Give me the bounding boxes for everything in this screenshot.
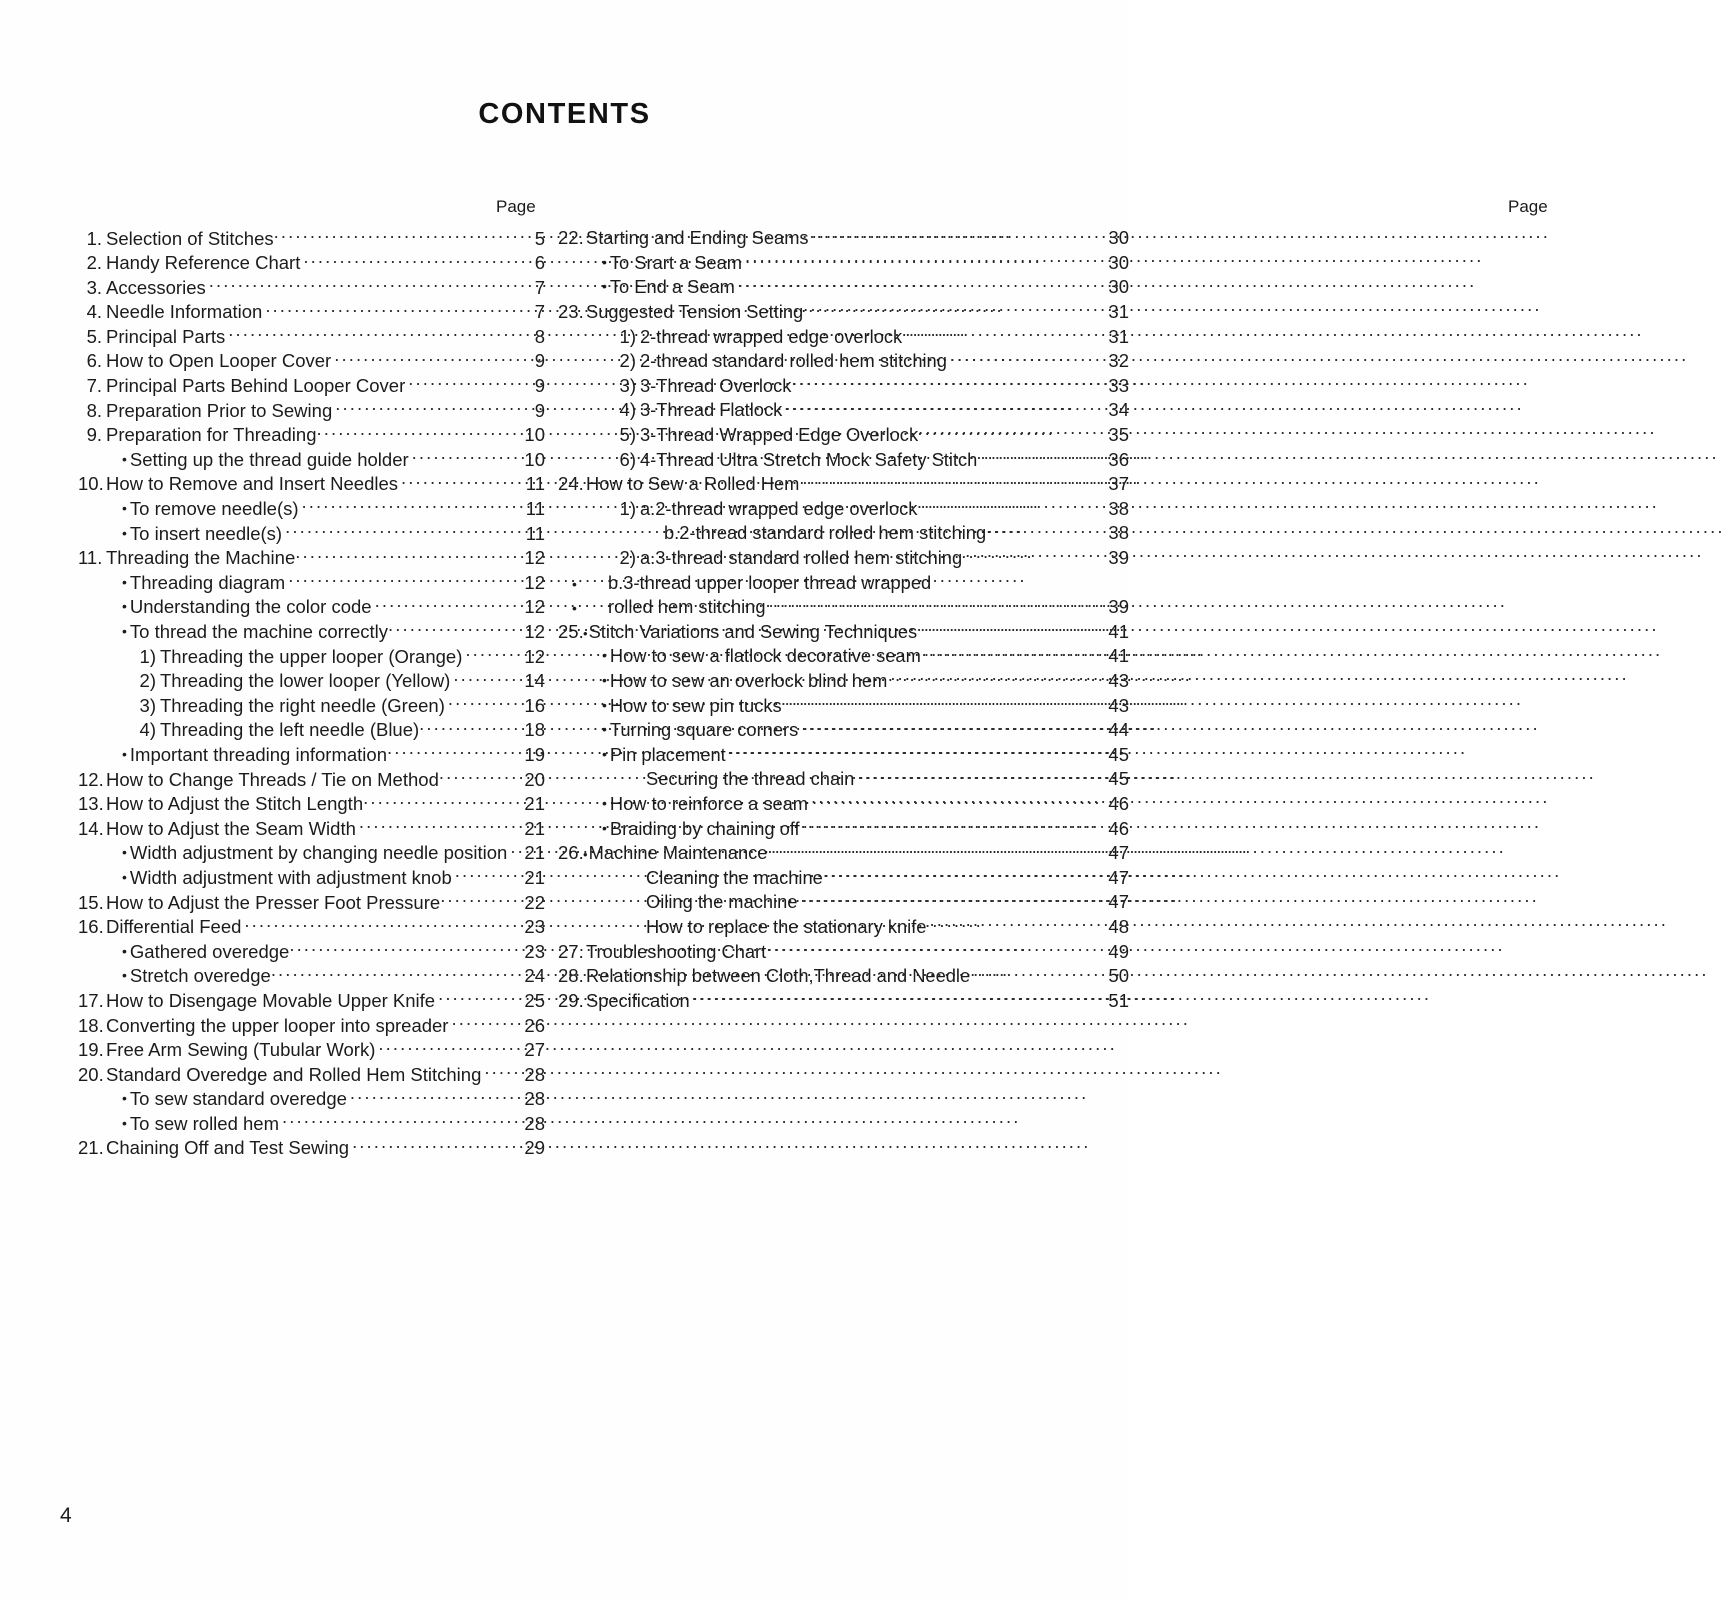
toc-entry-page: 44 (1108, 719, 1129, 741)
dot-leader (265, 300, 516, 319)
dot-leader (455, 865, 516, 884)
bullet-icon: • (122, 623, 127, 639)
toc-entry-page: 48 (1108, 915, 1129, 937)
dot-leader (510, 841, 516, 860)
toc-entry-page: 41 (1108, 620, 1129, 642)
toc-entry-label: Stitch Variations and Sewing Techniques (588, 620, 918, 642)
dot-leader (295, 546, 516, 565)
toc-entry-label: Important threading information (129, 743, 387, 765)
toc-entry-number: 19. (78, 1039, 104, 1061)
toc-column-left (0, 196, 545, 1161)
toc-entry-label: Selection of Stitches (106, 227, 274, 249)
dot-leader (303, 251, 516, 270)
toc-entry-page: 24 (524, 965, 545, 987)
toc-entry-page: 12 (524, 547, 545, 569)
dot-leader (802, 472, 1100, 490)
dot-leader (785, 693, 1100, 711)
toc-entry-label: How to reinforce a seam (609, 792, 809, 814)
dot-leader (918, 423, 1100, 441)
bullet-icon: • (602, 647, 607, 664)
toc-entry-page: 47 (1108, 891, 1129, 913)
toc-entry-page: 11 (525, 473, 545, 495)
toc-entry-label: Threading the lower looper (Yellow) (160, 670, 451, 692)
toc-entry-label: Understanding the color code (129, 596, 372, 618)
dot-leader (920, 620, 1100, 638)
dot-leader (801, 718, 1100, 736)
toc-entry-label: 2-thread standard rolled hem stitching (640, 350, 947, 372)
toc-entry-page: 30 (1108, 251, 1129, 273)
toc-entry-page: 11 (525, 498, 545, 520)
dot-leader (812, 226, 1100, 244)
toc-entry-label: 2-thread wrapped edge overlock (640, 325, 903, 347)
toc-entry-page: 12 (524, 571, 545, 593)
toc-entry-page: 7 (534, 301, 545, 323)
toc-entry-number: 2) (619, 547, 636, 569)
dot-leader (484, 1062, 516, 1081)
toc-entry-page: 10 (524, 424, 545, 446)
toc-entry-page: 41 (1108, 645, 1129, 667)
dot-leader (282, 1111, 516, 1130)
toc-entry-page: 38 (1108, 497, 1129, 519)
toc-entry-label: To End a Seam (609, 276, 735, 298)
toc-entry-page: 14 (524, 670, 545, 692)
toc-entry-label: Threading diagram (129, 571, 286, 593)
dot-leader (448, 693, 516, 712)
toc-entry-page: 26 (524, 1014, 545, 1036)
toc-entry-number: 1) (619, 325, 636, 347)
dot-leader (378, 1038, 516, 1057)
toc-entry-label: Troubleshooting Chart (586, 940, 767, 962)
toc-entry-number: 18. (78, 1014, 104, 1036)
toc-entry-page: 46 (1108, 817, 1129, 839)
dot-leader (934, 570, 1100, 588)
toc-entry-label: How to sew an overlock blind hem (609, 669, 888, 691)
toc-entry-page: 28 (524, 1088, 545, 1110)
toc-entry-number: 2) (619, 350, 636, 372)
dot-leader (791, 374, 1100, 392)
bullet-icon: • (122, 745, 127, 762)
toc-entry-label: Threading the Machine (106, 547, 296, 569)
bullet-icon: • (122, 524, 127, 541)
toc-entry-number: 2. (86, 252, 102, 274)
dot-leader (729, 742, 1100, 760)
toc-entry-number: 3) (139, 694, 156, 716)
bullet-icon: • (122, 1090, 127, 1107)
toc-entry-page: 11 (525, 522, 545, 544)
toc-entry-label: How to replace the stationary knife (646, 915, 927, 937)
toc-entry-label: Differential Feed (106, 916, 242, 938)
toc-entry[interactable] (78, 1136, 545, 1161)
toc-entry-number: 4) (619, 399, 636, 421)
toc-entry-label: Threading the right needle (Green) (160, 694, 445, 716)
toc-entry-page: 39 (1108, 547, 1129, 569)
dot-leader (929, 915, 1100, 933)
toc-entry-page: 25 (524, 989, 545, 1011)
toc-entry-label: Principal Parts (106, 325, 226, 347)
dot-leader (800, 890, 1100, 908)
toc-entry-page: 31 (1108, 325, 1129, 347)
dot-leader (359, 816, 516, 835)
toc-entry-page: 22 (524, 891, 545, 913)
dot-leader (412, 447, 516, 466)
toc-entry-page: 37 (1108, 473, 1129, 495)
toc-entry-page: 50 (1108, 965, 1129, 987)
toc-entry[interactable] (78, 816, 545, 841)
toc-entry-page: 29 (524, 1137, 545, 1159)
toc-entry-page: 23 (524, 916, 545, 938)
toc-entry[interactable] (612, 546, 1129, 571)
bullet-icon: • (122, 942, 127, 959)
dot-leader (767, 841, 1100, 859)
bullet-icon: • (122, 500, 127, 517)
toc-entry-page: 35 (1108, 424, 1129, 446)
toc-entry-label: Width adjustment by changing needle position (129, 842, 508, 864)
page-header-left: Page (496, 197, 536, 216)
dot-leader (766, 939, 1100, 957)
dot-leader (950, 349, 1100, 367)
dot-leader (920, 497, 1100, 515)
toc-entry-number: 28. (558, 965, 584, 987)
dot-leader (408, 374, 516, 393)
page-title: CONTENTS (478, 98, 651, 130)
toc-entry-page: 9 (534, 399, 545, 421)
bullet-icon: • (122, 573, 127, 590)
toc-entry-page: 46 (1108, 792, 1129, 814)
toc-entry-number: 5) (619, 424, 636, 446)
dot-leader (274, 226, 516, 245)
dot-leader (289, 939, 516, 958)
bullet-icon: • (583, 847, 588, 863)
toc-entry-number: 13. (78, 793, 104, 815)
toc-entry-label: Machine Maintenance (588, 842, 768, 864)
toc-entry-number: 29. (558, 989, 584, 1011)
dot-leader (451, 1013, 516, 1032)
toc-entry-page: 45 (1108, 743, 1129, 765)
toc-entry-label: Free Arm Sewing (Tubular Work) (106, 1039, 376, 1061)
toc-entry-label: Preparation Prior to Sewing (106, 399, 333, 421)
toc-entry-page: 28 (524, 1063, 545, 1085)
folio-page-number: 4 (60, 1504, 72, 1527)
toc-entry-page: 31 (1108, 301, 1129, 323)
toc-entry-page: 39 (1108, 596, 1129, 618)
toc-entry-number: 26. (558, 842, 584, 864)
toc-entry-number: 25. (558, 620, 584, 642)
toc-entry-page: 8 (534, 325, 545, 347)
toc-entry-label: Stretch overedge (129, 965, 271, 987)
dot-leader (924, 644, 1100, 662)
toc-entry-page: 6 (534, 252, 545, 274)
toc-entry-label: How to sew a flatlock decorative seam (609, 645, 921, 667)
toc-entry-label: Principal Parts Behind Looper Cover (106, 375, 406, 397)
dot-leader (363, 792, 516, 811)
dot-leader (811, 792, 1100, 810)
dot-leader (823, 865, 1100, 883)
toc-entry-label: b.3-thread upper looper thread wrapped (608, 571, 932, 593)
toc-entry-page: 27 (524, 1039, 545, 1061)
toc-entry-label: Converting the upper looper into spreader (106, 1014, 449, 1036)
dot-leader (350, 1087, 516, 1106)
toc-entry-number: 3. (86, 276, 102, 298)
toc-entry-label: How to sew pin tucks (609, 694, 782, 716)
toc-entry-label: How to Adjust the Stitch Length (106, 793, 364, 815)
dot-leader (803, 300, 1100, 318)
dot-leader (440, 890, 516, 909)
toc-entry-page: 12 (524, 596, 545, 618)
dot-leader (271, 964, 516, 983)
toc-entry-page: 9 (534, 350, 545, 372)
bullet-icon: • (602, 696, 607, 713)
toc-entry-number: 9. (86, 424, 102, 446)
toc-entry-number: 21. (78, 1137, 104, 1159)
dot-leader (980, 447, 1100, 465)
toc-entry-page: 5 (534, 227, 545, 249)
toc-entry-page: 47 (1108, 866, 1129, 888)
toc-entry-label: a.3-thread standard rolled hem stitching (640, 547, 963, 569)
dot-leader (388, 620, 516, 639)
toc-entry-label: Threading the left needle (Blue) (160, 719, 420, 741)
toc-entry-page: 21 (524, 793, 545, 815)
toc-entry-number: 5. (86, 325, 102, 347)
toc-entry-label: How to Adjust the Presser Foot Pressure (106, 891, 441, 913)
toc-entry-page: 23 (524, 940, 545, 962)
toc-entry-label: Width adjustment with adjustment knob (129, 866, 452, 888)
toc-entry-label: Accessories (106, 276, 206, 298)
toc-columns (0, 196, 1548, 1161)
toc-entry-number: 2) (139, 670, 156, 692)
dot-leader (335, 398, 516, 417)
toc-entry-label: To thread the machine correctly (129, 621, 389, 642)
toc-entry-page: 19 (524, 743, 545, 765)
bullet-icon: • (602, 278, 607, 295)
dot-leader (228, 324, 516, 343)
toc-entry-number: 11. (78, 547, 103, 569)
toc-entry-label: rolled hem stitching (608, 596, 766, 618)
toc-entry-page: 9 (534, 375, 545, 397)
toc-entry-page: 51 (1108, 989, 1129, 1011)
toc-entry-page: 30 (1108, 227, 1129, 249)
toc-entry-label: To sew rolled hem (129, 1112, 279, 1134)
bullet-icon: • (602, 819, 607, 836)
bullet-icon: • (122, 598, 127, 615)
dot-leader (857, 767, 1100, 785)
dot-leader (387, 742, 516, 761)
toc-entry-label: To remove needle(s) (129, 498, 299, 520)
toc-entry-label: Relationship between Cloth,Thread and Needle (586, 965, 971, 987)
toc-entry-page: 43 (1108, 669, 1129, 691)
toc-entry-page: 10 (524, 448, 545, 470)
toc-entry-page: 47 (1108, 842, 1129, 864)
toc-entry-page: 28 (524, 1112, 545, 1134)
toc-entry-label: How to Remove and Insert Needles (106, 473, 399, 495)
dot-leader (965, 546, 1100, 564)
bullet-icon: • (602, 253, 607, 270)
bullet-icon: • (583, 625, 588, 641)
bullet-icon: • (572, 575, 577, 592)
dot-leader (769, 595, 1101, 613)
toc-entry-label: 3-Thread Flatlock (640, 399, 783, 421)
dot-leader (453, 669, 516, 688)
toc-entry-page: 30 (1108, 276, 1129, 298)
toc-entry-page: 12 (524, 621, 545, 642)
toc-entry-page: 49 (1108, 940, 1129, 962)
toc-entry-page: 21 (524, 842, 545, 864)
toc-entry-label: 3-Thread Overlock (640, 374, 792, 396)
toc-entry-page: 33 (1108, 374, 1129, 396)
toc-entry-number: 24. (558, 473, 584, 495)
toc-entry-page: 18 (524, 719, 545, 741)
toc-entry-label: To sew standard overedge (129, 1088, 347, 1110)
toc-entry-page: 12 (524, 645, 545, 667)
dot-leader (986, 521, 1100, 539)
toc-entry-label: How to Open Looper Cover (106, 350, 332, 372)
toc-entry-label: Turning square corners (609, 719, 799, 741)
toc-list-left (78, 226, 545, 1161)
dot-leader (803, 816, 1100, 834)
toc-entry-number: 10. (78, 473, 104, 495)
dot-leader (244, 915, 516, 934)
toc-entry-label: How to Disengage Movable Upper Knife (106, 989, 436, 1011)
bullet-icon: • (602, 671, 607, 688)
toc-entry-number: 6) (619, 448, 636, 470)
toc-entry-label: Threading the upper looper (Orange) (160, 645, 463, 667)
toc-entry-label: Setting up the thread guide holder (129, 448, 409, 470)
dot-leader (352, 1136, 516, 1155)
toc-entry-number: 14. (78, 817, 104, 839)
dot-leader (302, 497, 516, 516)
toc-entry-label: 4-Thread Ultra Stretch Mock Safety Stitch (640, 448, 978, 470)
toc-column-right (545, 196, 1548, 1161)
dot-leader (375, 595, 516, 614)
toc-entry-label: Handy Reference Chart (106, 252, 301, 274)
toc-entry-label: How to Adjust the Seam Width (106, 817, 356, 839)
toc-entry-number: 7. (86, 375, 102, 397)
toc-entry-label: To insert needle(s) (129, 522, 283, 544)
toc-list-right (558, 226, 1129, 1013)
toc-entry-label: Specification (586, 989, 690, 1011)
bullet-icon: • (122, 967, 127, 984)
toc-entry-number: 12. (78, 768, 104, 790)
toc-entry-number: 1. (86, 227, 102, 249)
toc-entry-number: 3) (619, 374, 636, 396)
toc-entry-label: How to Change Threads / Tie on Method (106, 768, 439, 790)
toc-entry-number: 1) (139, 645, 156, 667)
toc-entry-page: 16 (524, 694, 545, 716)
bullet-icon: • (122, 450, 127, 467)
toc-entry-page: 43 (1108, 694, 1129, 716)
dot-leader (745, 251, 1100, 269)
toc-entry-page: 7 (534, 276, 545, 298)
toc-entry-number: 23. (558, 301, 584, 323)
bullet-icon: • (122, 1114, 127, 1131)
toc-entry-label: Starting and Ending Seams (586, 227, 809, 249)
dot-leader (316, 423, 516, 442)
dot-leader (905, 324, 1100, 342)
bullet-icon: • (602, 794, 607, 811)
bullet-icon: • (572, 600, 577, 617)
toc-entry-label: Securing the thread chain (646, 768, 855, 790)
toc-entry-label: Braiding by chaining off (609, 817, 800, 839)
bullet-icon: • (602, 745, 607, 762)
dot-leader (439, 767, 516, 786)
dot-leader (465, 644, 516, 663)
page-header-right: Page (1508, 197, 1548, 216)
bullet-icon: • (122, 844, 127, 861)
toc-entry-page: 38 (1108, 522, 1129, 544)
toc-entry-label: Pin placement (609, 743, 726, 765)
toc-entry[interactable] (78, 1038, 545, 1063)
toc-entry-label: Chaining Off and Test Sewing (106, 1137, 350, 1159)
toc-entry-label: a.2-thread wrapped edge overlock (640, 497, 918, 519)
toc-entry-number: 8. (86, 399, 102, 421)
toc-entry-label: Suggested Tension Setting (586, 301, 804, 323)
dot-leader (438, 988, 516, 1007)
toc-entry-number: 1) (619, 497, 636, 519)
toc-entry-page: 21 (524, 817, 545, 839)
toc-entry-number: 20. (78, 1063, 104, 1085)
dot-leader (738, 275, 1100, 293)
dot-leader (334, 349, 516, 368)
toc-entry-page: 34 (1108, 399, 1129, 421)
toc-entry-label: Preparation for Threading (106, 424, 317, 446)
toc-entry-page: 20 (524, 768, 545, 790)
toc-entry-label: Gathered overedge (129, 940, 290, 962)
bullet-icon: • (602, 721, 607, 738)
toc-entry[interactable] (558, 988, 1129, 1013)
dot-leader (401, 472, 516, 491)
toc-entry-number: 27. (558, 940, 584, 962)
bullet-icon: • (122, 868, 127, 885)
toc-entry-number: 16. (78, 916, 104, 938)
toc-entry-label: To Srart a Seam (609, 251, 742, 273)
toc-entry-label: Standard Overedge and Rolled Hem Stitching (106, 1063, 482, 1085)
toc-entry-number: 15. (78, 891, 104, 913)
dot-leader (890, 669, 1100, 687)
toc-entry-label: Needle Information (106, 301, 263, 323)
dot-leader (693, 988, 1100, 1006)
toc-entry-label: Cleaning the machine (646, 866, 823, 888)
toc-entry-label: 3-Thread Wrapped Edge Overlock (640, 424, 919, 446)
dot-leader (209, 275, 516, 294)
toc-entry-number: 6. (86, 350, 102, 372)
toc-entry-page: 36 (1108, 448, 1129, 470)
toc-entry-page: 45 (1108, 768, 1129, 790)
dot-leader (785, 398, 1100, 416)
toc-entry-page: 32 (1108, 350, 1129, 372)
dot-leader (288, 570, 516, 589)
dot-leader (285, 521, 516, 540)
dot-leader (419, 718, 516, 737)
toc-entry-label: b.2-thread standard rolled hem stitching (664, 522, 987, 544)
toc-entry-number: 17. (78, 989, 104, 1011)
toc-entry-number: 4) (139, 719, 156, 741)
toc-entry-label: Oiling the machine (646, 891, 798, 913)
dot-leader (970, 964, 1100, 982)
toc-entry-number: 4. (86, 301, 102, 323)
toc-entry-label: How to Sew a Rolled Hem (586, 473, 800, 495)
toc-entry-page: 21 (524, 866, 545, 888)
toc-entry-number: 22. (558, 227, 584, 249)
